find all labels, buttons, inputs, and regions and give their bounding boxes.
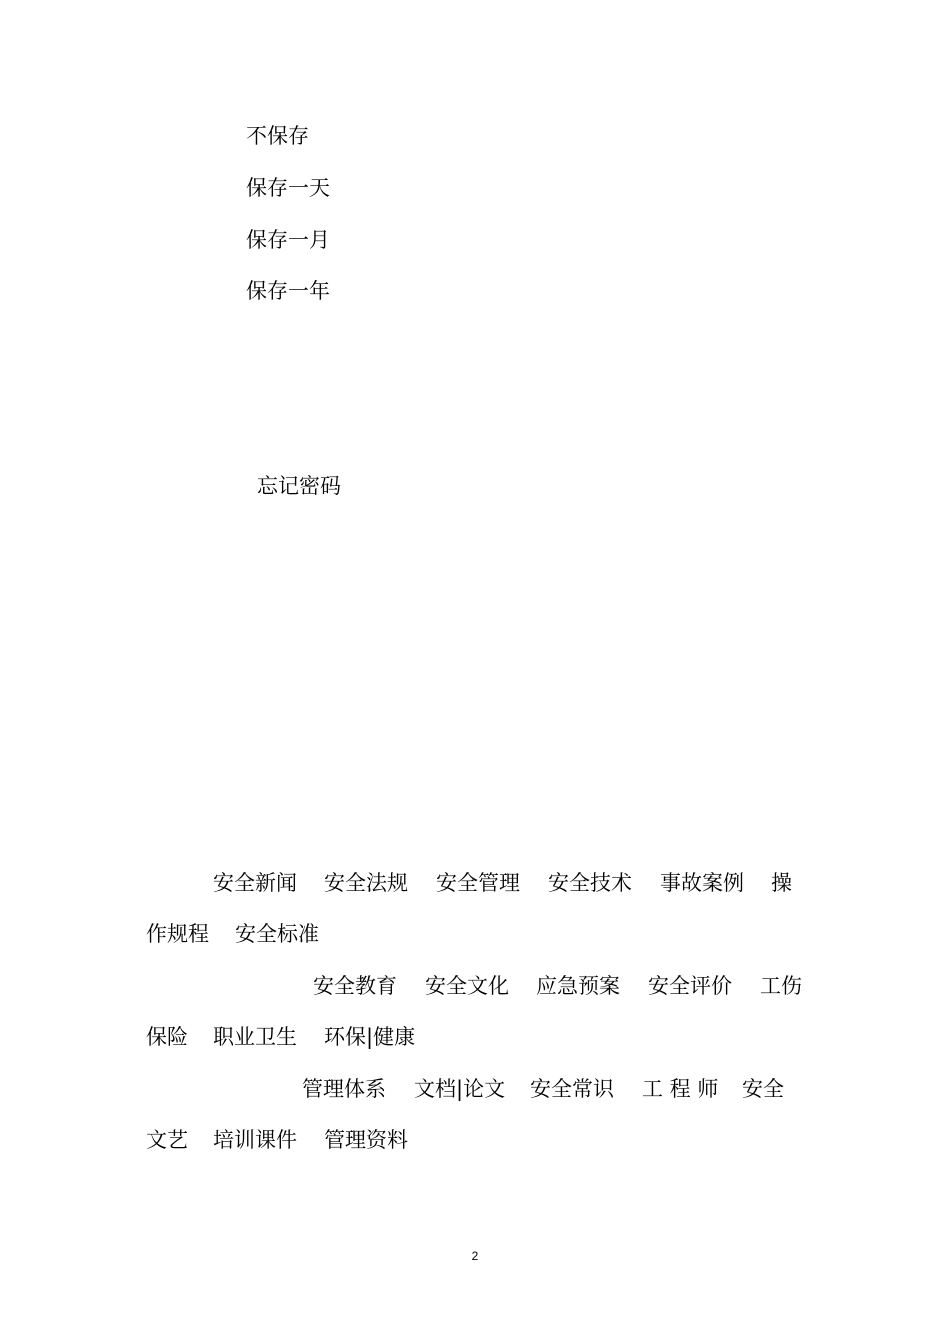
nav-link[interactable]: 文艺 (146, 1128, 188, 1152)
nav-link[interactable]: 操 (771, 871, 792, 895)
page-number: 2 (471, 1249, 479, 1263)
nav-link[interactable]: 安全新闻 (213, 871, 297, 895)
nav-link[interactable]: 保险 (146, 1025, 188, 1049)
nav-link[interactable]: 安全管理 (436, 871, 520, 895)
forgot-password-link[interactable]: 忘记密码 (257, 474, 341, 498)
option-no-save[interactable]: 不保存 (246, 124, 309, 148)
nav-link[interactable]: 职业卫生 (213, 1025, 297, 1049)
nav-link[interactable]: 安全技术 (548, 871, 632, 895)
nav-link[interactable]: 培训课件 (213, 1128, 297, 1152)
nav-link[interactable]: 管理资料 (324, 1128, 408, 1152)
nav-link[interactable]: 安全文化 (425, 974, 509, 998)
option-save-one-year[interactable]: 保存一年 (246, 279, 330, 303)
nav-link[interactable]: 安全 (742, 1077, 784, 1101)
nav-link[interactable]: 文档|论文 (414, 1077, 506, 1101)
nav-link[interactable]: 作规程 (146, 922, 209, 946)
nav-link[interactable]: 管理体系 (302, 1077, 386, 1101)
nav-link[interactable]: 应急预案 (536, 974, 620, 998)
nav-link[interactable]: 安全常识 (530, 1077, 614, 1101)
nav-link[interactable]: 工伤 (760, 974, 802, 998)
nav-link[interactable]: 安全法规 (324, 871, 408, 895)
option-save-one-month[interactable]: 保存一月 (246, 228, 330, 252)
nav-link[interactable]: 工 程 师 (642, 1077, 719, 1101)
nav-link[interactable]: 事故案例 (660, 871, 744, 895)
nav-link[interactable]: 安全教育 (313, 974, 397, 998)
nav-link[interactable]: 安全标准 (235, 922, 319, 946)
option-save-one-day[interactable]: 保存一天 (246, 176, 330, 200)
nav-link[interactable]: 环保|健康 (324, 1025, 416, 1049)
nav-link[interactable]: 安全评价 (648, 974, 732, 998)
